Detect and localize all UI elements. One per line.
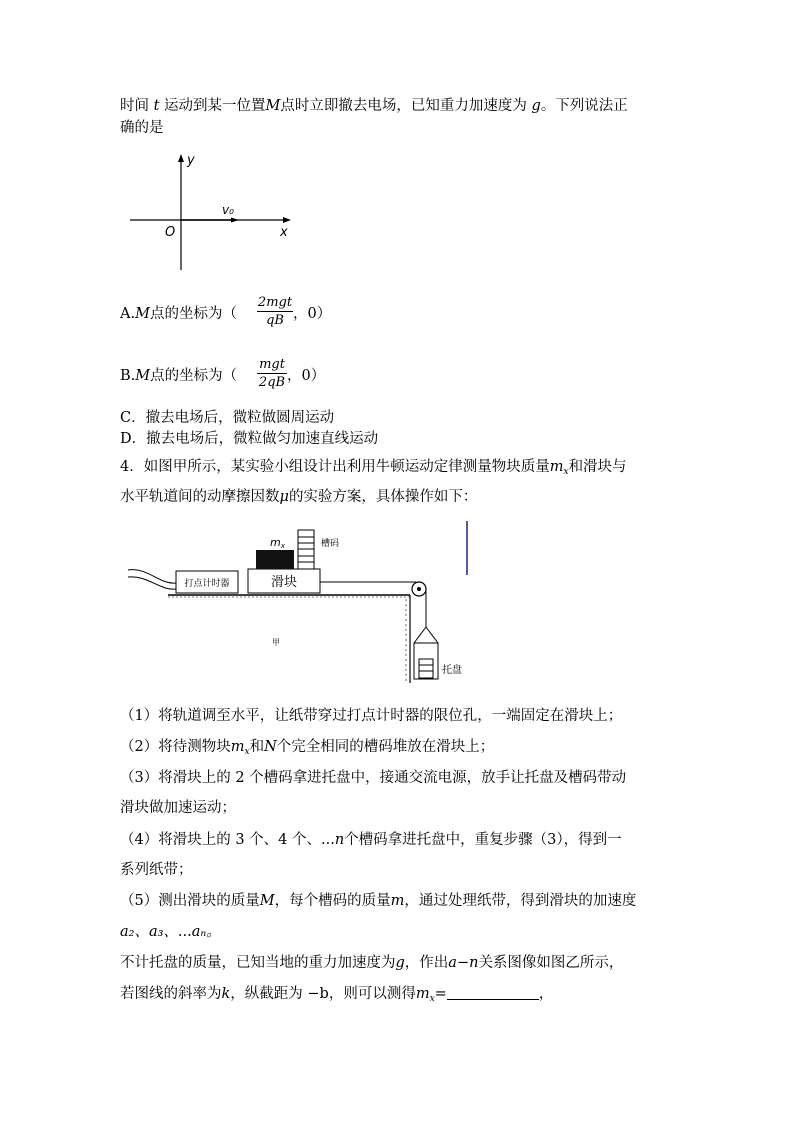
fraction-numerator: 2mgt <box>257 295 293 310</box>
tail-text: 若图线的斜率为 <box>120 986 222 1002</box>
var-mu: μ <box>279 489 289 505</box>
var-N: N <box>264 739 277 755</box>
tray-label: 托盘 <box>442 665 462 676</box>
var-mx: m <box>549 459 564 475</box>
step-2 <box>120 737 494 762</box>
var-M: M <box>135 368 151 384</box>
option-b-tail: ，0） <box>287 368 326 384</box>
tail-text: ，作出 <box>404 955 449 971</box>
step-4-line-1 <box>120 830 622 850</box>
tail-line-1 <box>120 953 623 973</box>
step-text: （2）将待测物块 <box>120 739 231 755</box>
pulley-axle <box>417 587 421 591</box>
intro-text: 点时立即撤去电场，已知重力加速度为 <box>280 98 527 114</box>
paper-tape <box>128 570 176 583</box>
option-b-prefix: B. <box>120 368 136 384</box>
var-g: g <box>395 955 405 971</box>
step-5-line-1 <box>120 891 636 911</box>
tray-string <box>414 627 426 643</box>
tail-text: 不计托盘的质量，已知当地的重力加速度为 <box>120 955 396 971</box>
option-b <box>120 366 237 386</box>
step-4-line-2: 系列纸带； <box>120 862 193 878</box>
y-axis-arrow-icon <box>178 154 184 162</box>
var-mx: m <box>415 986 430 1002</box>
velocity-arrow-icon <box>231 218 239 223</box>
step-text: 个槽码拿进托盘中，重复步骤（3），得到一 <box>344 832 622 848</box>
var-mx-sub: x <box>563 467 569 477</box>
option-b-text: 点的坐标为（ <box>150 368 238 384</box>
step-text: ，通过处理纸带，得到滑块的加速度 <box>404 893 637 909</box>
intro-text: 时间 <box>120 98 149 114</box>
intro-text: 。下列说法正 <box>540 98 628 114</box>
var-n: n <box>334 832 345 848</box>
figure-caption: 甲 <box>272 638 280 647</box>
x-axis-arrow-icon <box>283 217 291 223</box>
intro-text: 运动到某一位置 <box>164 98 266 114</box>
var-t: t <box>153 98 160 114</box>
var-mx-sub: x <box>244 747 250 757</box>
var-a-n: a−n <box>448 955 479 971</box>
step-5-line-2: a₂、a₃、...aₙ。 <box>120 924 221 940</box>
var-M: M <box>265 98 281 114</box>
step-text: 个完全相同的槽码堆放在滑块上； <box>276 739 495 755</box>
weights-label: 槽码 <box>321 539 340 549</box>
v0-label: v₀ <box>222 203 234 217</box>
mass-label: mx <box>270 536 285 550</box>
apparatus-figure <box>120 515 480 690</box>
mass-block <box>256 550 294 569</box>
tail-line-2 <box>120 984 553 1009</box>
option-a-tail: ，0） <box>293 306 332 322</box>
fraction-numerator: mgt <box>259 357 285 372</box>
tail-text: = <box>434 986 447 1002</box>
q4-text: 4．如图甲所示，某实验小组设计出利用牛顿运动定律测量物块质量 <box>120 459 550 475</box>
fraction-denominator: qB <box>257 311 293 329</box>
option-c: C．撤去电场后，微粒做圆周运动 <box>120 410 335 426</box>
slider-label: 滑块 <box>270 575 298 590</box>
x-axis-label: x <box>280 225 288 240</box>
timer-label: 打点计时器 <box>184 579 230 589</box>
var-k: k <box>221 986 231 1002</box>
step-text: ，每个槽码的质量 <box>274 893 391 909</box>
step-text: 和 <box>249 739 265 755</box>
option-a <box>120 304 237 324</box>
step-text: （4）将滑块上的 3 个、4 个、... <box>120 832 335 848</box>
step-text: （5）测出滑块的质量 <box>120 893 260 909</box>
var-m: m <box>390 893 405 909</box>
origin-label: O <box>165 225 176 240</box>
q4-text: 和滑块与 <box>568 459 627 475</box>
step-1: （1）将轨道调至水平，让纸带穿过打点计时器的限位孔，一端固定在滑块上； <box>120 708 623 724</box>
var-mx-sub: x <box>429 994 435 1004</box>
fraction-denominator: 2qB <box>258 375 286 390</box>
tray-weights <box>419 659 433 678</box>
q4-text: 的实验方案，具体操作如下： <box>288 489 478 505</box>
option-a-text: 点的坐标为（ <box>149 306 237 322</box>
var-mx: m <box>230 739 245 755</box>
answer-blank[interactable] <box>447 985 539 1000</box>
q4-line-2 <box>120 487 477 507</box>
option-a-prefix: A. <box>120 306 136 322</box>
y-axis-label: y <box>187 153 195 168</box>
step-3-line-2: 滑块做加速运动； <box>120 800 236 816</box>
tray-string <box>426 627 438 643</box>
q4-line-1 <box>120 457 627 482</box>
option-a-fraction <box>257 294 293 329</box>
option-d: D．撤去电场后，微粒做匀加速直线运动 <box>120 431 379 447</box>
step-3-line-1: （3）将滑块上的 2 个槽码拿进托盘中，接通交流电源，放手让托盘及槽码带动 <box>120 770 627 786</box>
coordinate-axes-figure <box>125 150 300 275</box>
intro-line-2: 确的是 <box>120 120 164 136</box>
intro-line-1 <box>120 96 628 116</box>
var-g: g <box>531 98 541 114</box>
tail-text: ，纵截距为 −b，则可以测得 <box>230 986 416 1002</box>
option-b-fraction <box>257 356 287 391</box>
tail-text: 关系图像如图乙所示， <box>478 955 624 971</box>
tail-text: ， <box>538 986 554 1002</box>
var-M: M <box>135 306 150 322</box>
q4-text: 水平轨道间的动摩擦因数 <box>120 489 280 505</box>
var-M: M <box>259 893 275 909</box>
